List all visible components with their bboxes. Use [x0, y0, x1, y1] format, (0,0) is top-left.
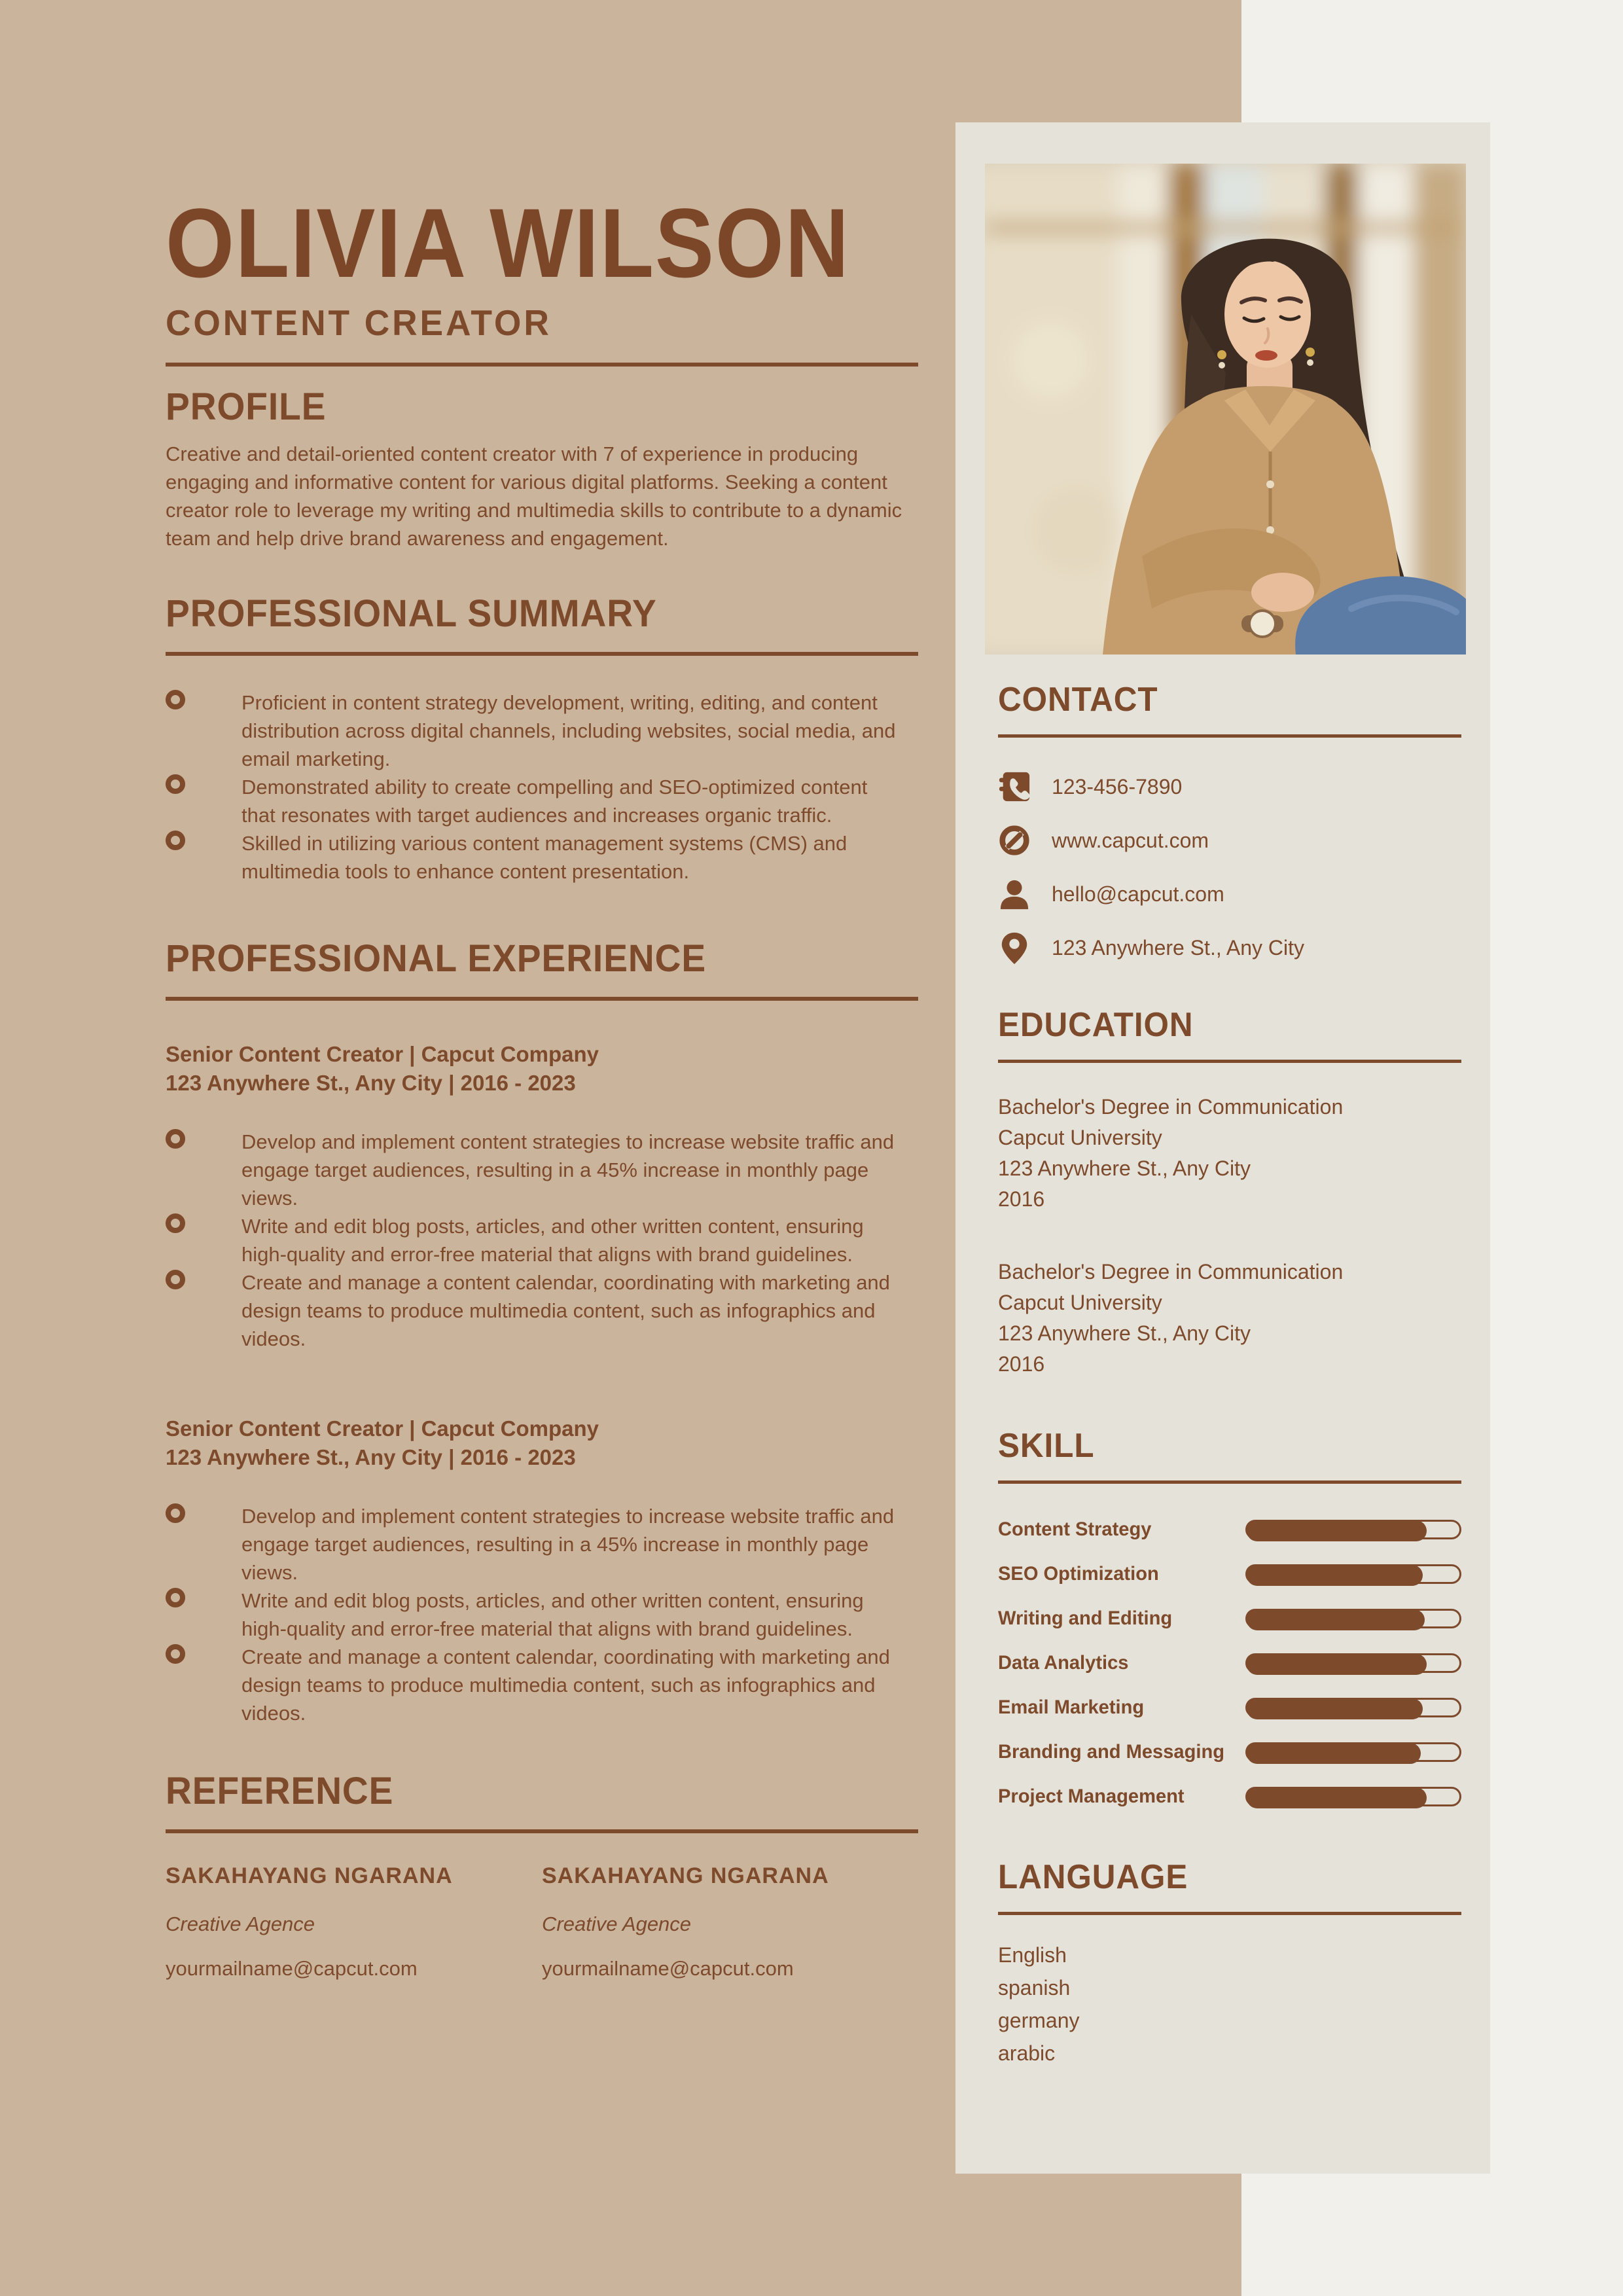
phone-icon	[998, 770, 1031, 804]
skill-bar-fill	[1247, 1565, 1423, 1586]
skill-bar	[1245, 1564, 1461, 1584]
skill-row	[998, 1774, 1463, 1819]
person-icon	[998, 877, 1031, 911]
bullet-text: Demonstrated ability to create compelling and SEO-optimized content that resonates with target audiences and increases organic traffic.	[241, 776, 868, 827]
email-address[interactable]: hello@capcut.com	[1052, 882, 1224, 906]
skill-bar-fill	[1247, 1520, 1427, 1541]
profile-photo	[985, 164, 1466, 655]
bullet-text: Create and manage a content calendar, coordinating with marketing and design teams to produce multimedia content, such as infographics and videos.	[241, 1645, 890, 1725]
reference-company: Creative Agence	[166, 1912, 315, 1935]
location-icon	[998, 931, 1031, 965]
contact-item-phone	[998, 760, 1463, 814]
bullet-text: Develop and implement content strategies to increase website traffic and engage target audiences, resulting in a 45% increase in monthly page views.	[241, 1130, 895, 1210]
skill-bar-fill	[1247, 1787, 1427, 1808]
divider	[166, 1829, 918, 1833]
school-address: 123 Anywhere St., Any City	[998, 1321, 1251, 1345]
degree: Bachelor's Degree in Communication	[998, 1260, 1344, 1283]
divider	[998, 1480, 1461, 1484]
reference-email[interactable]: yourmailname@capcut.com	[542, 1957, 794, 1980]
street-address: 123 Anywhere St., Any City	[1052, 935, 1304, 960]
circle-bullet-icon	[166, 1213, 185, 1233]
school: Capcut University	[998, 1126, 1162, 1149]
circle-bullet-icon	[166, 690, 185, 709]
skill-bar	[1245, 1653, 1461, 1673]
circle-bullet-icon	[166, 774, 185, 794]
circle-bullet-icon	[166, 1270, 185, 1289]
job-title-line: Senior Content Creator | Capcut Company	[166, 1042, 599, 1066]
school-address: 123 Anywhere St., Any City	[998, 1157, 1251, 1180]
divider	[166, 652, 918, 656]
list-item	[166, 1268, 918, 1353]
summary-heading: PROFESSIONAL SUMMARY	[166, 592, 657, 635]
skill-row	[998, 1641, 1463, 1685]
circle-bullet-icon	[166, 1503, 185, 1523]
contact-item-website	[998, 814, 1463, 867]
reference-row	[166, 1863, 918, 1981]
skill-label: Email Marketing	[998, 1696, 1145, 1718]
list-item	[166, 829, 918, 886]
list-item	[166, 773, 918, 829]
skill-label: Data Analytics	[998, 1652, 1129, 1674]
skill-label: Content Strategy	[998, 1518, 1152, 1540]
bullet-text: Develop and implement content strategies to increase website traffic and engage target audiences, resulting in a 45% increase in monthly page views.	[241, 1505, 895, 1584]
skill-bar-fill	[1247, 1654, 1427, 1675]
main-column	[166, 0, 918, 1981]
divider	[998, 734, 1461, 738]
contact-list	[998, 760, 1463, 975]
person-name: OLIVIA WILSON	[166, 188, 850, 298]
skill-bar-fill	[1247, 1609, 1425, 1630]
skill-bar	[1245, 1609, 1461, 1628]
list-item	[166, 1212, 918, 1268]
job-title-line: Senior Content Creator | Capcut Company	[166, 1416, 599, 1441]
language-heading: LANGUAGE	[998, 1858, 1188, 1896]
website-link[interactable]: www.capcut.com	[1052, 828, 1209, 852]
job-header	[166, 1414, 918, 1472]
job-header	[166, 1040, 918, 1098]
language-item: germany	[998, 2009, 1080, 2032]
school: Capcut University	[998, 1291, 1162, 1314]
education-entry	[998, 1257, 1463, 1380]
bullet-text: Write and edit blog posts, articles, and other written content, ensuring high-quality and error-free material that aligns with brand guidelines.	[241, 1589, 864, 1640]
job-title: CONTENT CREATOR	[166, 302, 552, 343]
bullet-text: Create and manage a content calendar, coordinating with marketing and design teams to produce multimedia content, such as infographics and videos.	[241, 1271, 890, 1350]
skill-label: SEO Optimization	[998, 1563, 1159, 1585]
reference-entry	[542, 1863, 918, 1981]
bullet-text: Skilled in utilizing various content management systems (CMS) and multimedia tools to enhance content presentation.	[241, 832, 847, 883]
circle-bullet-icon	[166, 831, 185, 850]
reference-name: SAKAHAYANG NGARANA	[166, 1863, 453, 1888]
divider	[166, 363, 918, 367]
reference-company: Creative Agence	[542, 1912, 692, 1935]
circle-bullet-icon	[166, 1644, 185, 1664]
job-bullet-list	[166, 1128, 918, 1353]
reference-email[interactable]: yourmailname@capcut.com	[166, 1957, 418, 1980]
job-meta-line: 123 Anywhere St., Any City | 2016 - 2023	[166, 1071, 576, 1095]
summary-bullet-list	[166, 689, 918, 886]
skill-row	[998, 1685, 1463, 1730]
skill-heading: SKILL	[998, 1427, 1095, 1465]
job-bullet-list	[166, 1502, 918, 1727]
language-item: arabic	[998, 2041, 1056, 2065]
skill-row	[998, 1552, 1463, 1596]
contact-item-email	[998, 867, 1463, 921]
skill-bar	[1245, 1787, 1461, 1806]
skill-row	[998, 1596, 1463, 1641]
profile-heading: PROFILE	[166, 386, 327, 428]
skill-row	[998, 1507, 1463, 1552]
divider	[166, 997, 918, 1001]
contact-heading: CONTACT	[998, 681, 1158, 719]
profile-text: Creative and detail-oriented content creator with 7 of experience in producing engaging and informative content for various digital platforms. Seeking a content creator role to leverage my writing and multimedia skills to contribute to a dynamic team and help drive brand awareness and engagement.	[166, 442, 902, 550]
language-item: English	[998, 1943, 1067, 1967]
bullet-text: Write and edit blog posts, articles, and other written content, ensuring high-quality and error-free material that aligns with brand guidelines.	[241, 1215, 864, 1266]
skill-bar	[1245, 1520, 1461, 1539]
job-meta-line: 123 Anywhere St., Any City | 2016 - 2023	[166, 1445, 576, 1469]
education-heading: EDUCATION	[998, 1006, 1194, 1044]
skill-bar-fill	[1247, 1743, 1421, 1764]
contact-item-address	[998, 921, 1463, 975]
graduation-year: 2016	[998, 1352, 1045, 1376]
reference-heading: REFERENCE	[166, 1770, 394, 1812]
phone-number: 123-456-7890	[1052, 774, 1183, 798]
education-entry	[998, 1092, 1463, 1215]
list-item	[166, 1587, 918, 1643]
circle-bullet-icon	[166, 1588, 185, 1607]
language-item: spanish	[998, 1976, 1071, 2000]
sidebar-content	[998, 681, 1463, 2070]
skill-bar	[1245, 1742, 1461, 1762]
reference-name: SAKAHAYANG NGARANA	[542, 1863, 829, 1888]
degree: Bachelor's Degree in Communication	[998, 1095, 1344, 1119]
divider	[998, 1912, 1461, 1915]
skill-row	[998, 1730, 1463, 1774]
skill-list	[998, 1507, 1463, 1819]
skill-label: Branding and Messaging	[998, 1741, 1225, 1763]
list-item	[166, 1502, 918, 1587]
skill-label: Writing and Editing	[998, 1607, 1173, 1629]
skill-bar-fill	[1247, 1698, 1423, 1719]
link-icon	[998, 823, 1031, 857]
skill-bar	[1245, 1698, 1461, 1717]
graduation-year: 2016	[998, 1187, 1045, 1211]
list-item	[166, 689, 918, 773]
list-item	[166, 1128, 918, 1212]
bullet-text: Proficient in content strategy development, writing, editing, and content distribution across digital channels, including websites, social media, and email marketing.	[241, 691, 896, 770]
divider	[998, 1060, 1461, 1063]
portrait-illustration	[985, 164, 1466, 655]
experience-heading: PROFESSIONAL EXPERIENCE	[166, 937, 707, 980]
language-list	[998, 1939, 1463, 2070]
circle-bullet-icon	[166, 1129, 185, 1149]
skill-label: Project Management	[998, 1785, 1185, 1807]
list-item	[166, 1643, 918, 1727]
reference-entry	[166, 1863, 542, 1981]
